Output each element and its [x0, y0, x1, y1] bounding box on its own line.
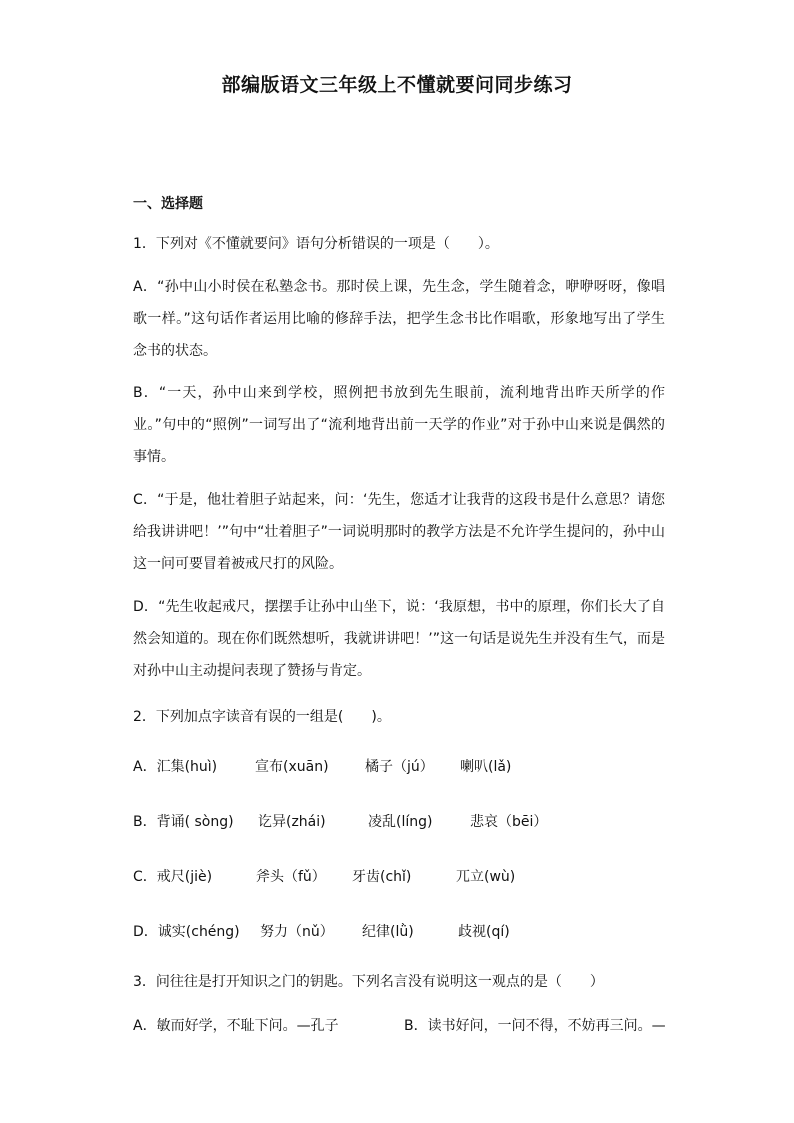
option-item: 斧头（fǔ） [256, 869, 326, 885]
option-item: B．背诵( sòng) [133, 814, 234, 830]
option-item: 讫异(zhái) [258, 814, 326, 830]
option-item: D．诚实(chéng) [133, 924, 240, 940]
option-item: 宣布(xuān) [255, 759, 329, 775]
question-1-stem: 1．下列对《不懂就要问》语句分析错误的一项是（ ）。 [133, 236, 499, 252]
question-3-option-a: A．敏而好学，不耻下问。—孔子 [133, 1018, 339, 1034]
option-item: 兀立(wù) [456, 869, 516, 885]
option-item: A．汇集(huì) [133, 759, 218, 775]
question-1-option-a: A．“孙中山小时侯在私塾念书。那时侯上课，先生念，学生随着念，咿咿呀呀，像唱歌一样。”这句话作者运用比喻的修辞手法，把学生念书比作唱歌，形象地写出了学生念书的状态。 [133, 279, 665, 359]
option-item: 牙齿(chǐ) [352, 869, 412, 885]
section-heading: 一、选择题 [133, 196, 203, 212]
option-item: 纪律(lǜ) [362, 924, 414, 940]
option-item: 努力（nǔ） [260, 924, 334, 940]
question-1-option-b: B．“一天，孙中山来到学校，照例把书放到先生眼前，流利地背出昨天所学的作业。”句中的“照例”一词写出了“流利地背出前一天学的作业”对于孙中山来说是偶然的事情。 [133, 385, 665, 465]
question-3-stem: 3．问往往是打开知识之门的钥匙。下列名言没有说明这一观点的是（ ） [133, 974, 604, 990]
document-title: 部编版语文三年级上不懂就要问同步练习 [221, 74, 573, 96]
option-item: 悲哀（bēi） [470, 814, 548, 830]
option-item: 橘子（jú） [365, 759, 434, 775]
option-item: C．戒尺(jiè) [133, 869, 213, 885]
question-2-stem: 2．下列加点字读音有误的一组是( )。 [133, 709, 391, 725]
option-item: 歧视(qí) [458, 924, 510, 940]
question-1-option-d: D．“先生收起戒尺，摆摆手让孙中山坐下，说：‘我原想，书中的原理，你们长大了自然会知道的。现在你们既然想听，我就讲讲吧！’”这一句话是说先生并没有生气，而是对孙中山主动提问表现了赞扬与肯定。 [133, 599, 665, 679]
question-1-option-c: C．“于是，他壮着胆子站起来，问：‘先生，您适才让我背的这段书是什么意思？请您给我讲讲吧！’”句中“壮着胆子”一词说明那时的教学方法是不允许学生提问的，孙中山这一问可要冒着被戒尺打的风险。 [133, 492, 665, 572]
option-item: 喇叭(lǎ) [460, 759, 512, 775]
question-3-option-b: B．读书好问，一问不得，不妨再三问。— [404, 1018, 666, 1034]
option-item: 凌乱(líng) [368, 814, 433, 830]
